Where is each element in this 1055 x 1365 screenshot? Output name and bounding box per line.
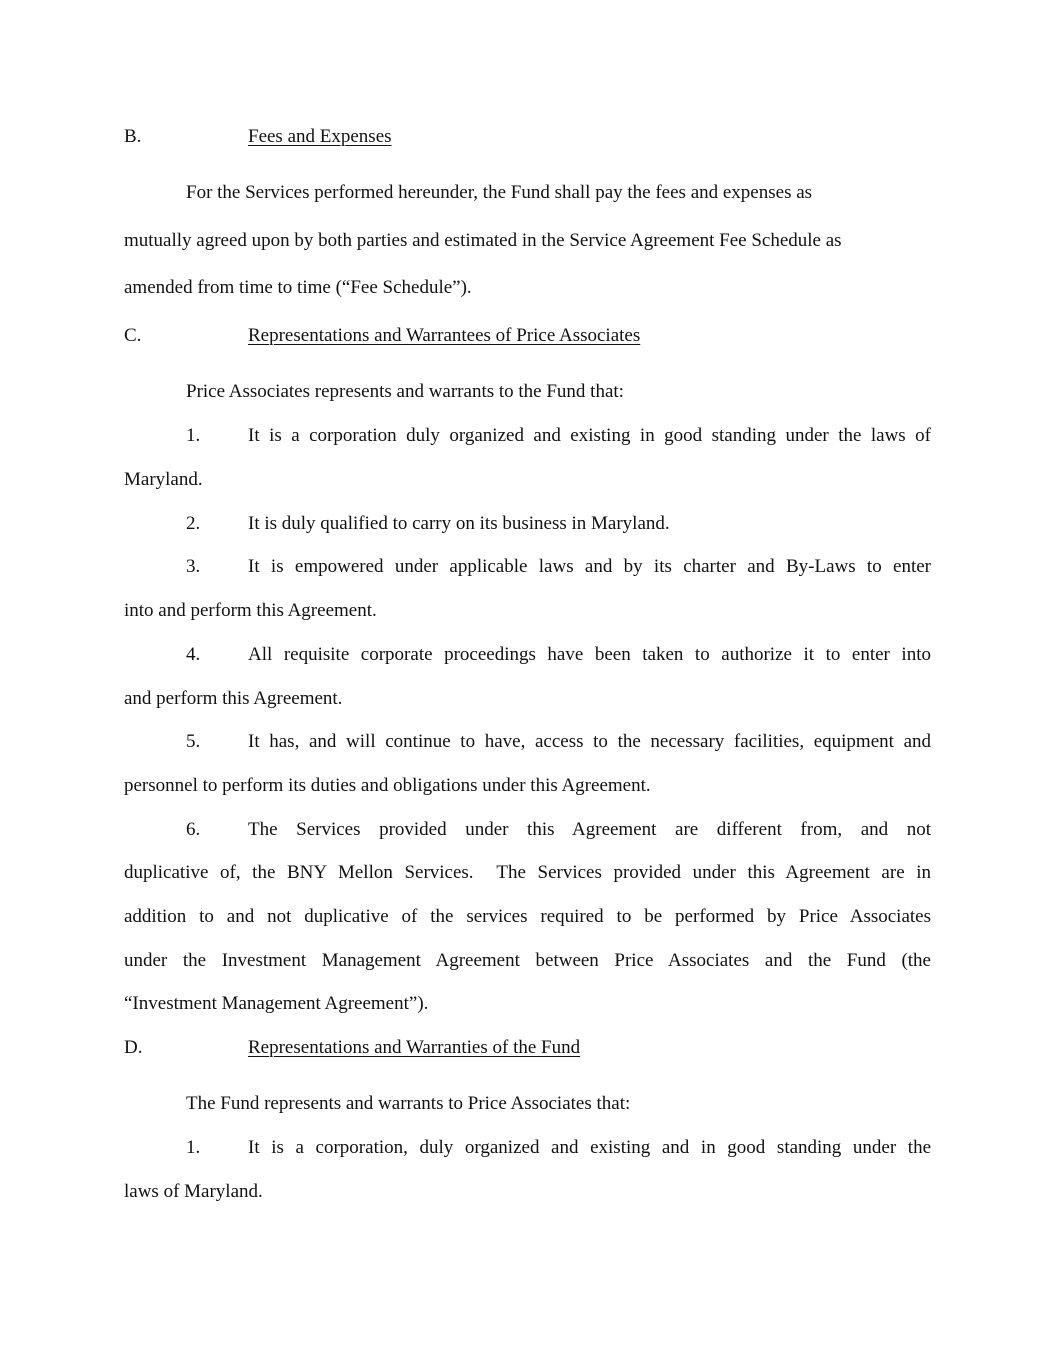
section-c-item-5-continuation: personnel to perform its duties and obligations under this Agreement. bbox=[124, 775, 651, 796]
section-c-item-number: 1. bbox=[186, 425, 201, 446]
section-b-letter: B. bbox=[124, 126, 142, 147]
section-c-item-4-text: All requisite corporate proceedings have been taken to authorize it to enter into bbox=[248, 644, 931, 665]
section-c-item-6-continuation: addition to and not duplicative of the services required to be performed by Price Associates bbox=[124, 906, 931, 927]
section-c-item-6-continuation: under the Investment Management Agreement between Price Associates and the Fund (the bbox=[124, 950, 931, 971]
section-b-para-line-2: mutually agreed upon by both parties and estimated in the Service Agreement Fee Schedule as bbox=[124, 230, 842, 251]
section-c-heading: Representations and Warrantees of Price Associates bbox=[248, 325, 641, 346]
section-c-item-number: 3. bbox=[186, 556, 201, 577]
section-c-item-1-text: It is a corporation duly organized and existing in good standing under the laws of bbox=[248, 425, 931, 446]
section-b-para-line-3: amended from time to time (“Fee Schedule”). bbox=[124, 277, 472, 298]
section-d-letter: D. bbox=[124, 1037, 143, 1058]
section-c-item-6-continuation: duplicative of, the BNY Mellon Services. The Services provided under this Agreement are in bbox=[124, 862, 931, 883]
section-c-item-2-text: It is duly qualified to carry on its business in Maryland. bbox=[248, 513, 670, 534]
section-c-item-number: 4. bbox=[186, 644, 201, 665]
section-c-item-5-text: It has, and will continue to have, access to the necessary facilities, equipment and bbox=[248, 731, 931, 752]
section-c-item-number: 2. bbox=[186, 513, 201, 534]
section-d-heading: Representations and Warranties of the Fund bbox=[248, 1037, 581, 1058]
section-c-item-number: 6. bbox=[186, 819, 201, 840]
section-d-item-number: 1. bbox=[186, 1137, 201, 1158]
section-b-para-line-1: For the Services performed hereunder, the Fund shall pay the fees and expenses as bbox=[186, 182, 813, 203]
section-d-item-1-text: It is a corporation, duly organized and existing and in good standing under the bbox=[248, 1137, 931, 1158]
section-c-item-3-continuation: into and perform this Agreement. bbox=[124, 600, 377, 621]
section-c-item-3-text: It is empowered under applicable laws and by its charter and By-Laws to enter bbox=[248, 556, 931, 577]
section-b-heading: Fees and Expenses bbox=[248, 126, 392, 147]
section-c-intro: Price Associates represents and warrants to the Fund that: bbox=[186, 381, 624, 402]
section-c-item-4-continuation: and perform this Agreement. bbox=[124, 688, 343, 709]
section-c-item-number: 5. bbox=[186, 731, 201, 752]
section-c-item-1-continuation: Maryland. bbox=[124, 469, 203, 490]
section-c-letter: C. bbox=[124, 325, 142, 346]
section-c-item-6-text: The Services provided under this Agreement are different from, and not bbox=[248, 819, 931, 840]
section-c-item-6-continuation: “Investment Management Agreement”). bbox=[124, 993, 429, 1014]
section-d-item-1-continuation: laws of Maryland. bbox=[124, 1181, 263, 1202]
section-d-intro: The Fund represents and warrants to Price Associates that: bbox=[186, 1093, 631, 1114]
